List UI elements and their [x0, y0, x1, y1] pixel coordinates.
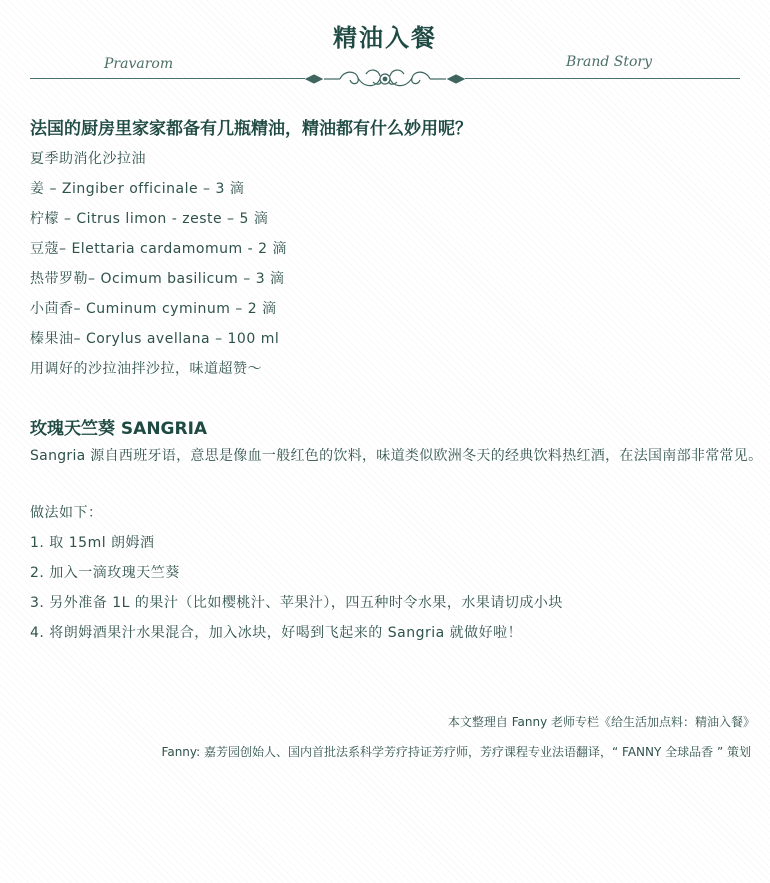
header-divider-left — [30, 78, 305, 79]
author-note: Fanny: 嘉芳园创始人、国内首批法系科学芳疗持证芳疗师，芳疗课程专业法语翻译，“ FANNY 全球品香 ” 策划 — [161, 745, 751, 759]
flourish-ornament-icon — [300, 66, 470, 92]
ingredient-item: 柠檬 – Citrus limon - zeste – 5 滴 — [30, 211, 269, 227]
method-step: 3. 另外准备 1L 的果汁（比如樱桃汁、苹果汁），四五种时令水果，水果请切成小块 — [30, 595, 563, 611]
ingredient-item: 热带罗勒– Ocimum basilicum – 3 滴 — [30, 271, 285, 287]
method-step: 1. 取 15ml 朗姆酒 — [30, 535, 155, 551]
method-label: 做法如下： — [30, 505, 103, 521]
ingredient-item: 小茴香– Cuminum cyminum – 2 滴 — [30, 301, 277, 317]
brand-name-right: Brand Story — [566, 54, 653, 70]
ingredient-item: 姜 – Zingiber officinale – 3 滴 — [30, 181, 245, 197]
method-step: 4. 将朗姆酒果汁水果混合，加入冰块，好喝到飞起来的 Sangria 就做好啦！ — [30, 625, 523, 641]
section-heading-sangria: 玫瑰天竺葵 SANGRIA — [30, 419, 208, 439]
recipe-closing: 用调好的沙拉油拌沙拉，味道超赞～ — [30, 361, 262, 377]
recipe-subtitle: 夏季助消化沙拉油 — [30, 151, 146, 167]
sangria-intro: Sangria 源自西班牙语，意思是像血一般红色的饮料，味道类似欧洲冬天的经典饮料热红酒，在法国南部非常常见。 — [30, 448, 763, 464]
source-note: 本文整理自 Fanny 老师专栏《给生活加点料：精油入餐》 — [447, 715, 755, 729]
ingredient-item: 豆蔻– Elettaria cardamomum - 2 滴 — [30, 241, 287, 257]
brand-name-left: Pravarom — [104, 56, 174, 72]
section-heading-kitchen-oils: 法国的厨房里家家都备有几瓶精油，精油都有什么妙用呢？ — [30, 119, 472, 139]
method-step: 2. 加入一滴玫瑰天竺葵 — [30, 565, 180, 581]
header-divider-right — [465, 78, 740, 79]
page-title: 精油入餐 — [333, 24, 437, 52]
page-header — [0, 0, 770, 90]
ingredient-item: 榛果油– Corylus avellana – 100 ml — [30, 331, 280, 347]
